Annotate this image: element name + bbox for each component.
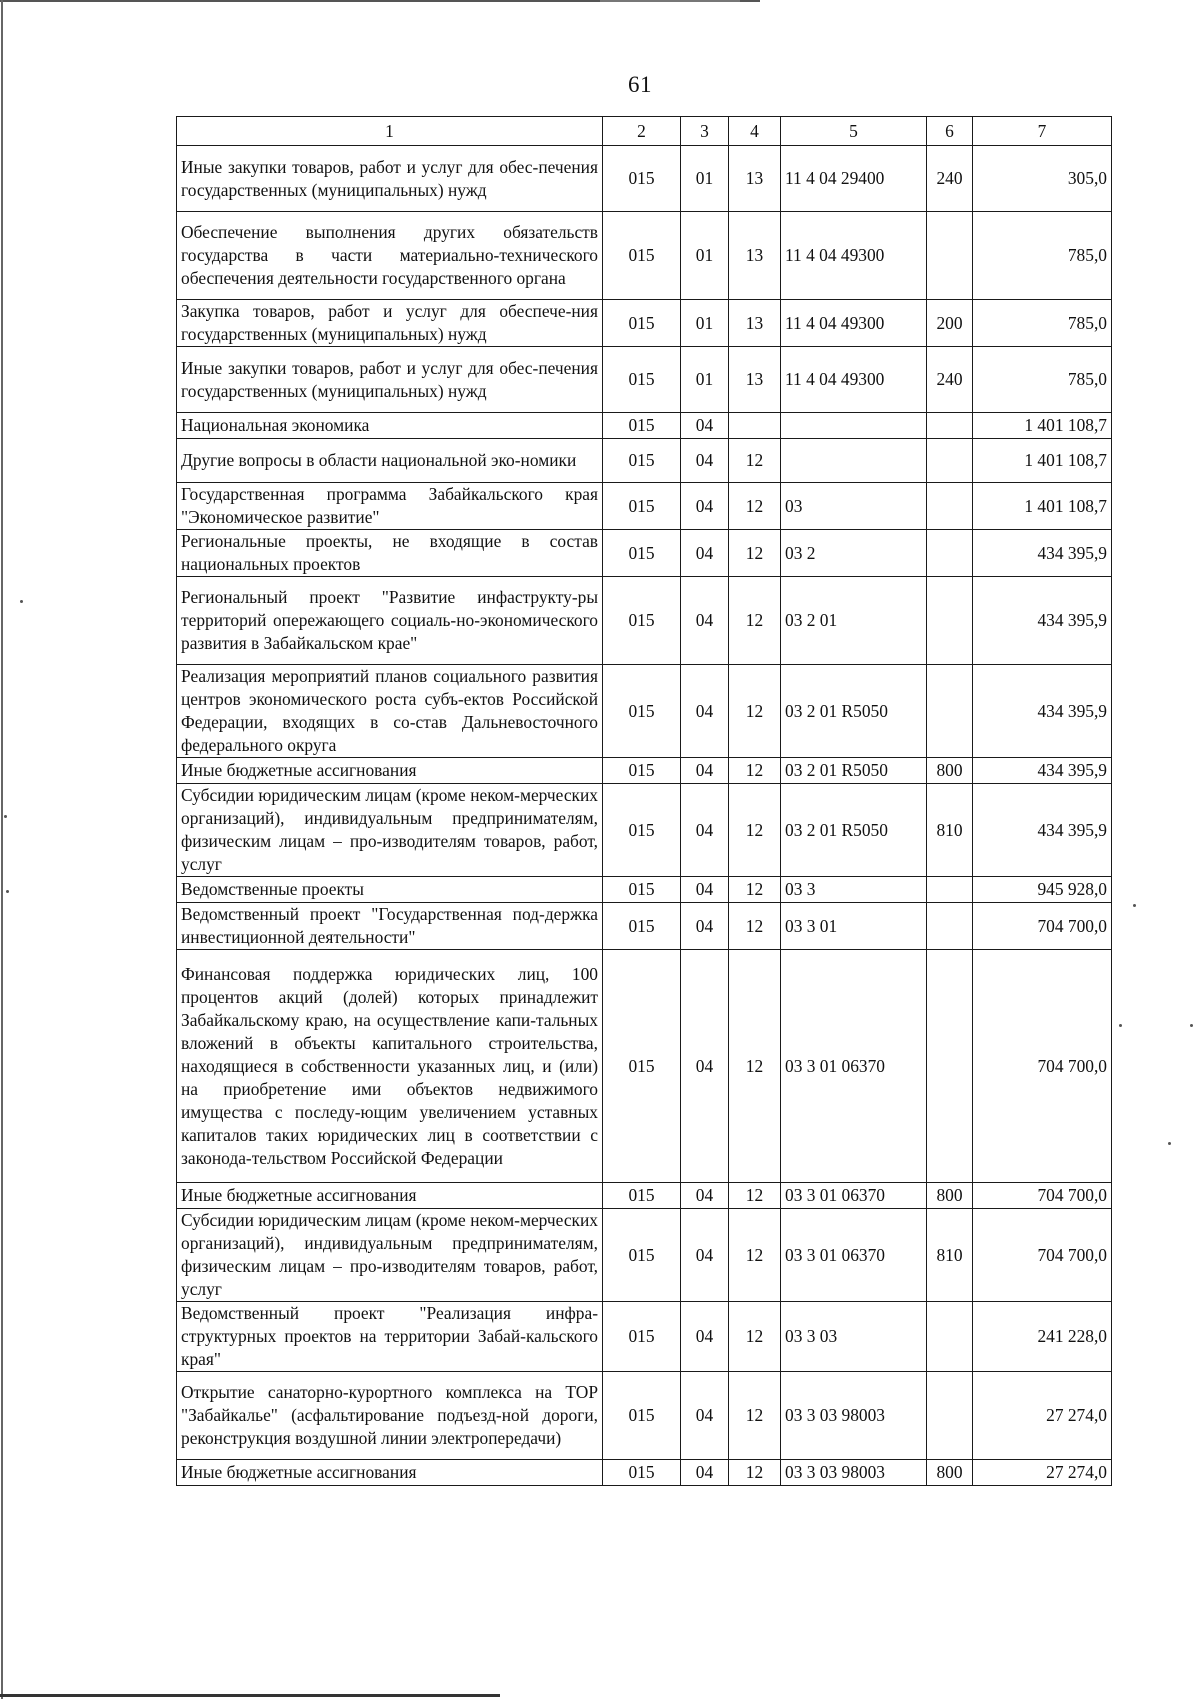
column-header-7: 7 (973, 117, 1112, 146)
cell-amount: 1 401 108,7 (973, 413, 1112, 439)
table-body (177, 146, 1112, 1486)
cell-section-code: 01 (681, 146, 729, 212)
cell-target-article: 03 2 01 R5050 (781, 665, 927, 758)
cell-section-code: 04 (681, 483, 729, 530)
cell-expense-type (927, 439, 973, 483)
cell-ministry-code: 015 (603, 1183, 681, 1209)
row-description: Субсидии юридическим лицам (кроме неком-мерческих организаций), индивидуальным предпринимателям, физическим лицам – про-изводителям товаров, работ, услуг (177, 784, 603, 877)
cell-expense-type: 240 (927, 146, 973, 212)
row-description: Открытие санаторно-курортного комплекса на ТОР "Забайкалье" (асфальтирование подъезд-ной дороги, реконструкция воздушной линии электропередачи) (177, 1372, 603, 1460)
cell-ministry-code: 015 (603, 413, 681, 439)
table-row (177, 1183, 1112, 1209)
budget-table-container (176, 116, 1111, 1486)
table-row (177, 903, 1112, 950)
cell-ministry-code: 015 (603, 665, 681, 758)
cell-section-code: 04 (681, 758, 729, 784)
cell-subsection-code: 12 (729, 877, 781, 903)
cell-section-code: 01 (681, 300, 729, 347)
top-scan-edge-segment (600, 0, 740, 2)
cell-ministry-code: 015 (603, 300, 681, 347)
cell-subsection-code: 13 (729, 212, 781, 300)
cell-target-article: 03 (781, 483, 927, 530)
scan-speck (20, 600, 23, 603)
cell-target-article: 03 3 (781, 877, 927, 903)
cell-subsection-code: 12 (729, 1209, 781, 1302)
table-row (177, 530, 1112, 577)
cell-expense-type (927, 212, 973, 300)
cell-expense-type: 800 (927, 758, 973, 784)
cell-expense-type: 810 (927, 784, 973, 877)
cell-section-code: 04 (681, 577, 729, 665)
cell-amount: 704 700,0 (973, 1209, 1112, 1302)
table-header-row (177, 117, 1112, 146)
cell-subsection-code: 12 (729, 1183, 781, 1209)
row-description: Иные бюджетные ассигнования (177, 1460, 603, 1486)
column-header-5: 5 (781, 117, 927, 146)
scan-speck (4, 815, 7, 818)
cell-ministry-code: 015 (603, 439, 681, 483)
cell-ministry-code: 015 (603, 146, 681, 212)
cell-ministry-code: 015 (603, 347, 681, 413)
cell-amount: 27 274,0 (973, 1460, 1112, 1486)
cell-target-article: 03 3 01 06370 (781, 1183, 927, 1209)
cell-amount: 945 928,0 (973, 877, 1112, 903)
cell-subsection-code: 12 (729, 950, 781, 1183)
row-description: Ведомственные проекты (177, 877, 603, 903)
table-row (177, 1372, 1112, 1460)
cell-section-code: 04 (681, 1372, 729, 1460)
row-description: Иные бюджетные ассигнования (177, 1183, 603, 1209)
cell-ministry-code: 015 (603, 903, 681, 950)
cell-section-code: 04 (681, 784, 729, 877)
bottom-scan-edge (0, 1694, 500, 1697)
cell-target-article: 03 3 03 98003 (781, 1460, 927, 1486)
cell-target-article: 03 3 03 (781, 1302, 927, 1372)
cell-target-article: 03 2 01 R5050 (781, 758, 927, 784)
cell-amount: 27 274,0 (973, 1372, 1112, 1460)
table-row (177, 413, 1112, 439)
scan-speck (1168, 1142, 1171, 1145)
row-description: Региональный проект "Развитие инфаструкту-ры территорий опережающего социаль-но-экономического развития в Забайкальском крае" (177, 577, 603, 665)
table-row (177, 784, 1112, 877)
column-header-3: 3 (681, 117, 729, 146)
cell-ministry-code: 015 (603, 950, 681, 1183)
scan-speck (1119, 1024, 1122, 1027)
cell-ministry-code: 015 (603, 530, 681, 577)
row-description: Иные закупки товаров, работ и услуг для обес-печения государственных (муниципальных) нужд (177, 146, 603, 212)
cell-amount: 704 700,0 (973, 950, 1112, 1183)
cell-section-code: 04 (681, 1209, 729, 1302)
cell-amount: 305,0 (973, 146, 1112, 212)
table-row (177, 300, 1112, 347)
cell-target-article: 03 3 01 06370 (781, 1209, 927, 1302)
cell-amount: 434 395,9 (973, 758, 1112, 784)
table-row (177, 212, 1112, 300)
row-description: Финансовая поддержка юридических лиц, 100 процентов акций (долей) которых принадлежит Забайкальскому краю, на осуществление капи-тальных вложений в объекты капитального строительства, находящиеся в собственности указанных лиц, и (или) на приобретение ими объектов недвижимого имущества с последу-ющим увеличением уставных капиталов таких юридических лиц в соответствии с законода-тельством Российской Федерации (177, 950, 603, 1183)
cell-section-code: 04 (681, 1302, 729, 1372)
cell-amount: 785,0 (973, 347, 1112, 413)
cell-amount: 434 395,9 (973, 530, 1112, 577)
cell-expense-type (927, 950, 973, 1183)
cell-ministry-code: 015 (603, 1372, 681, 1460)
column-header-1: 1 (177, 117, 603, 146)
table-row (177, 758, 1112, 784)
cell-subsection-code: 12 (729, 758, 781, 784)
cell-target-article (781, 439, 927, 483)
cell-subsection-code: 12 (729, 1372, 781, 1460)
cell-subsection-code: 12 (729, 530, 781, 577)
row-description: Региональные проекты, не входящие в состав национальных проектов (177, 530, 603, 577)
table-row (177, 1460, 1112, 1486)
cell-section-code: 01 (681, 347, 729, 413)
cell-expense-type (927, 483, 973, 530)
cell-subsection-code (729, 413, 781, 439)
cell-expense-type: 800 (927, 1183, 973, 1209)
cell-section-code: 04 (681, 530, 729, 577)
table-row (177, 439, 1112, 483)
table-row (177, 577, 1112, 665)
cell-amount: 434 395,9 (973, 784, 1112, 877)
cell-target-article: 03 3 03 98003 (781, 1372, 927, 1460)
cell-amount: 785,0 (973, 300, 1112, 347)
cell-target-article: 03 3 01 06370 (781, 950, 927, 1183)
page-number: 61 (628, 72, 652, 97)
row-description: Национальная экономика (177, 413, 603, 439)
cell-subsection-code: 12 (729, 483, 781, 530)
cell-target-article: 11 4 04 49300 (781, 212, 927, 300)
cell-section-code: 04 (681, 1183, 729, 1209)
row-description: Другие вопросы в области национальной эко-номики (177, 439, 603, 483)
row-description: Реализация мероприятий планов социального развития центров экономического роста субъ-ектов Российской Федерации, входящих в со-став Дальневосточного федерального округа (177, 665, 603, 758)
cell-target-article: 11 4 04 29400 (781, 146, 927, 212)
cell-ministry-code: 015 (603, 758, 681, 784)
cell-ministry-code: 015 (603, 1302, 681, 1372)
cell-expense-type: 200 (927, 300, 973, 347)
cell-expense-type (927, 413, 973, 439)
cell-subsection-code: 13 (729, 347, 781, 413)
row-description: Субсидии юридическим лицам (кроме неком-мерческих организаций), индивидуальным предпринимателям, физическим лицам – про-изводителям товаров, работ, услуг (177, 1209, 603, 1302)
table-row (177, 665, 1112, 758)
cell-subsection-code: 12 (729, 1460, 781, 1486)
cell-expense-type (927, 1372, 973, 1460)
cell-target-article: 03 2 01 (781, 577, 927, 665)
row-description: Ведомственный проект "Реализация инфра-структурных проектов на территории Забай-кальского края" (177, 1302, 603, 1372)
cell-expense-type: 240 (927, 347, 973, 413)
table-row (177, 347, 1112, 413)
cell-subsection-code: 12 (729, 903, 781, 950)
column-header-4: 4 (729, 117, 781, 146)
cell-amount: 704 700,0 (973, 903, 1112, 950)
cell-target-article: 11 4 04 49300 (781, 300, 927, 347)
scan-speck (6, 890, 9, 893)
cell-amount: 704 700,0 (973, 1183, 1112, 1209)
cell-expense-type (927, 577, 973, 665)
cell-expense-type (927, 1302, 973, 1372)
cell-ministry-code: 015 (603, 1209, 681, 1302)
cell-section-code: 04 (681, 439, 729, 483)
table-row (177, 877, 1112, 903)
cell-target-article: 03 3 01 (781, 903, 927, 950)
cell-subsection-code: 12 (729, 577, 781, 665)
left-scan-edge (1, 0, 3, 1699)
table-row (177, 146, 1112, 212)
cell-section-code: 01 (681, 212, 729, 300)
cell-amount: 785,0 (973, 212, 1112, 300)
cell-expense-type (927, 665, 973, 758)
cell-subsection-code: 12 (729, 665, 781, 758)
cell-ministry-code: 015 (603, 483, 681, 530)
cell-target-article: 03 2 01 R5050 (781, 784, 927, 877)
cell-amount: 1 401 108,7 (973, 483, 1112, 530)
table-row (177, 483, 1112, 530)
cell-subsection-code: 12 (729, 1302, 781, 1372)
cell-expense-type: 800 (927, 1460, 973, 1486)
cell-section-code: 04 (681, 665, 729, 758)
cell-expense-type (927, 903, 973, 950)
cell-section-code: 04 (681, 413, 729, 439)
cell-ministry-code: 015 (603, 212, 681, 300)
row-description: Ведомственный проект "Государственная под-держка инвестиционной деятельности" (177, 903, 603, 950)
cell-expense-type: 810 (927, 1209, 973, 1302)
cell-section-code: 04 (681, 950, 729, 1183)
row-description: Закупка товаров, работ и услуг для обеспече-ния государственных (муниципальных) нужд (177, 300, 603, 347)
budget-table (176, 116, 1112, 1486)
row-description: Иные закупки товаров, работ и услуг для обес-печения государственных (муниципальных) нужд (177, 347, 603, 413)
row-description: Иные бюджетные ассигнования (177, 758, 603, 784)
cell-amount: 434 395,9 (973, 577, 1112, 665)
cell-section-code: 04 (681, 877, 729, 903)
cell-ministry-code: 015 (603, 577, 681, 665)
table-row (177, 1209, 1112, 1302)
column-header-6: 6 (927, 117, 973, 146)
cell-target-article: 03 2 (781, 530, 927, 577)
cell-subsection-code: 12 (729, 439, 781, 483)
cell-ministry-code: 015 (603, 784, 681, 877)
table-row (177, 950, 1112, 1183)
cell-target-article (781, 413, 927, 439)
scan-speck (1133, 904, 1136, 907)
cell-amount: 241 228,0 (973, 1302, 1112, 1372)
cell-expense-type (927, 877, 973, 903)
cell-ministry-code: 015 (603, 1460, 681, 1486)
row-description: Государственная программа Забайкальского края "Экономическое развитие" (177, 483, 603, 530)
cell-section-code: 04 (681, 1460, 729, 1486)
cell-expense-type (927, 530, 973, 577)
cell-amount: 1 401 108,7 (973, 439, 1112, 483)
cell-subsection-code: 12 (729, 784, 781, 877)
row-description: Обеспечение выполнения других обязательств государства в части материально-технического обеспечения деятельности государственного органа (177, 212, 603, 300)
cell-amount: 434 395,9 (973, 665, 1112, 758)
cell-subsection-code: 13 (729, 146, 781, 212)
cell-ministry-code: 015 (603, 877, 681, 903)
column-header-2: 2 (603, 117, 681, 146)
cell-target-article: 11 4 04 49300 (781, 347, 927, 413)
scan-speck (1190, 1024, 1193, 1027)
table-row (177, 1302, 1112, 1372)
cell-subsection-code: 13 (729, 300, 781, 347)
cell-section-code: 04 (681, 903, 729, 950)
